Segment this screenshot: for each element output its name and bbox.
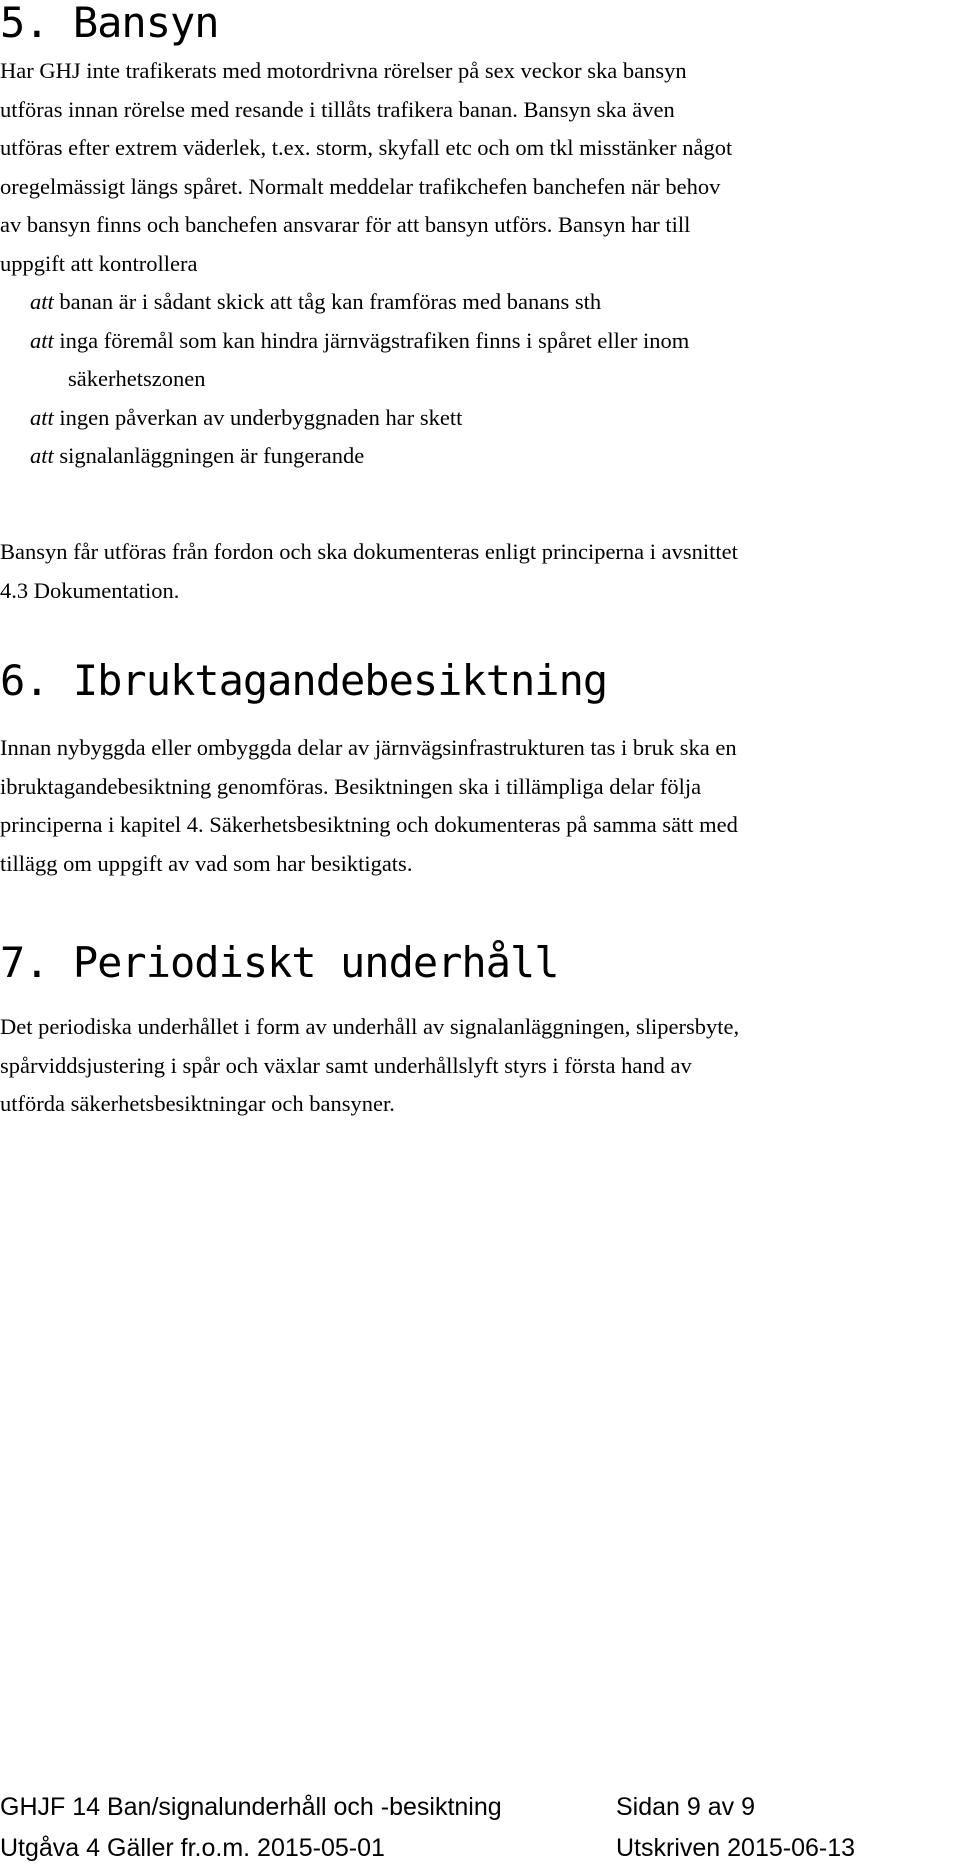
text-line: Bansyn får utföras från fordon och ska dokumenteras enligt principerna i avsnittet — [0, 539, 738, 564]
text-line: tillägg om uppgift av vad som har besiktigats. — [0, 850, 413, 876]
section-7-heading: 7. Periodiskt underhåll — [0, 938, 559, 987]
text-line: utförda säkerhetsbesiktningar och bansyner. — [0, 1091, 395, 1116]
text-line: ibruktagandebesiktning genomföras. Besiktningen ska i tillämpliga delar följa — [0, 773, 702, 799]
footer-document-title: GHJF 14 Ban/signalunderhåll och -besiktning — [0, 1793, 502, 1821]
list-item — [30, 322, 930, 399]
list-item-continuation: säkerhetszonen — [68, 366, 206, 391]
list-item-text: inga föremål som kan hindra järnvägstrafiken finns i spåret eller inom — [53, 327, 690, 353]
text-line: uppgift att kontrollera — [0, 250, 198, 276]
list-item-text: ingen påverkan av underbyggnaden har skett — [53, 404, 463, 430]
list-item-lead: att — [30, 443, 54, 468]
footer-edition: Utgåva 4 Gäller fr.o.m. 2015-05-01 — [0, 1834, 385, 1862]
text-line: Innan nybyggda eller ombyggda delar av järnvägsinfrastrukturen tas i bruk ska en — [0, 735, 737, 760]
section-5-outro — [0, 533, 960, 610]
text-line: Har GHJ inte trafikerats med motordrivna rörelser på sex veckor ska bansyn — [0, 58, 687, 83]
list-item-lead: att — [30, 327, 54, 353]
text-line: utföras innan rörelse med resande i tillåts trafikera banan. Bansyn ska även — [0, 96, 675, 122]
section-6-body — [0, 729, 960, 883]
section-6-heading: 6. Ibruktagandebesiktning — [0, 656, 608, 705]
footer-printed-date: Utskriven 2015-06-13 — [616, 1834, 856, 1862]
text-line: Det periodiska underhållet i form av underhåll av signalanläggningen, slipersbyte, — [0, 1014, 740, 1039]
section-5-intro — [0, 52, 960, 283]
section-7-body — [0, 1008, 960, 1124]
list-item-text: signalanläggningen är fungerande — [53, 443, 365, 468]
text-line: av bansyn finns och banchefen ansvarar för att bansyn utförs. Bansyn har till — [0, 212, 691, 237]
list-item — [30, 437, 930, 476]
text-line: 4.3 Dokumentation. — [0, 577, 180, 603]
list-item-lead: att — [30, 289, 54, 314]
text-line: spårviddsjustering i spår och växlar samt underhållslyft styrs i första hand av — [0, 1052, 692, 1078]
inspection-checklist — [30, 283, 930, 476]
text-line: principerna i kapitel 4. Säkerhetsbesiktning och dokumenteras på samma sätt med — [0, 812, 738, 837]
list-item — [30, 283, 930, 322]
list-item — [30, 399, 930, 438]
text-line: utföras efter extrem väderlek, t.ex. storm, skyfall etc och om tkl misstänker något — [0, 135, 733, 160]
text-line: oregelmässigt längs spåret. Normalt meddelar trafikchefen banchefen när behov — [0, 173, 721, 199]
footer-page-number: Sidan 9 av 9 — [616, 1793, 755, 1821]
section-5-heading: 5. Bansyn — [0, 0, 219, 47]
list-item-text: banan är i sådant skick att tåg kan framföras med banans sth — [53, 289, 602, 314]
list-item-lead: att — [30, 404, 54, 430]
